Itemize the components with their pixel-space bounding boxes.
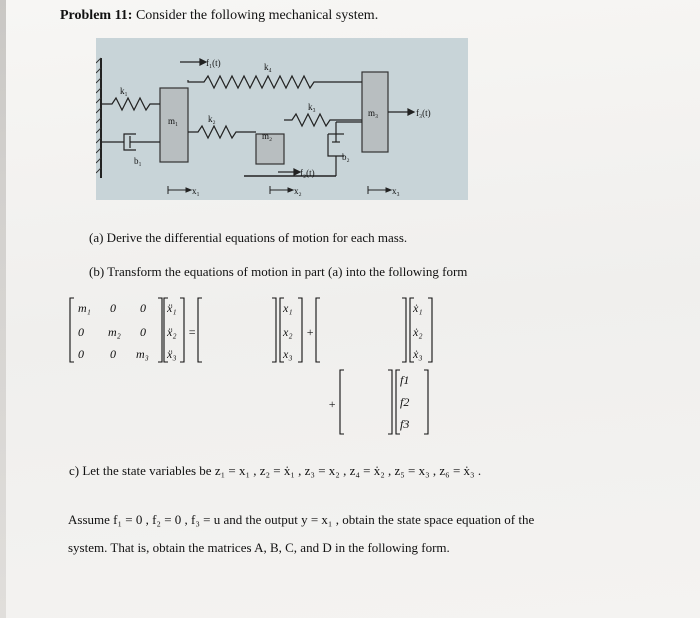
force-vector-cell: f2: [400, 395, 410, 409]
label-m3: m₃: [368, 108, 379, 118]
part-b-text: (b) Transform the equations of motion in part (a) into the following form: [89, 264, 468, 279]
accel-vector-cell: ẍ₃: [167, 347, 177, 361]
label-f1: f₁(t): [206, 58, 221, 68]
matrix-equation: [68, 296, 468, 442]
label-m1: m₁: [168, 116, 179, 126]
assume-text-line2: system. That is, obtain the matrices A, B, C, and D in the following form.: [68, 540, 450, 555]
part-c-text: c) Let the state variables be z₁ = x₁ , z₂ = ẋ₁ , z₃ = x₂ , z₄ = ẋ₂ , z₅ = x₃ , z₆ = ẋ₃ .: [69, 463, 482, 478]
force-vector-cell: f3: [400, 417, 410, 431]
mass-matrix-cell: 0: [110, 347, 116, 361]
part-a-text: (a) Derive the differential equations of motion for each mass.: [89, 230, 408, 245]
label-x1: x₁: [192, 186, 200, 196]
problem-statement: Consider the following mechanical system.: [135, 8, 379, 23]
label-m2: m₂: [262, 131, 273, 141]
mass-matrix-cell: 0: [140, 301, 146, 315]
disp-vector-cell: x₂: [283, 325, 293, 339]
label-k1: k₁: [120, 86, 128, 96]
label-k2: k₂: [208, 114, 216, 124]
mass-matrix-cell: m₂: [108, 325, 121, 339]
label-x2: x₂: [294, 186, 302, 196]
plus-sign: +: [328, 397, 337, 411]
label-b2: b₂: [342, 152, 350, 162]
plus-sign: +: [306, 325, 315, 339]
accel-vector-cell: ẍ₂: [167, 325, 177, 339]
equals-sign: =: [188, 325, 197, 339]
label-k4: k₄: [264, 62, 272, 72]
mass-matrix-cell: 0: [110, 301, 116, 315]
disp-vector-cell: x₁: [283, 301, 293, 315]
mass-matrix-cell: 0: [78, 325, 84, 339]
assume-text-line1: Assume f₁ = 0 , f₂ = 0 , f₃ = u and the output y = x₁ , obtain the state space equation of the: [68, 512, 535, 527]
accel-vector-cell: ẍ₁: [167, 301, 177, 315]
mechanical-system-diagram: [96, 38, 468, 200]
problem-label: Problem 11:: [60, 8, 133, 23]
mass-matrix-cell: 0: [140, 325, 146, 339]
label-k3: k₃: [308, 102, 316, 112]
matrix-brackets: [70, 298, 432, 434]
vel-vector-cell: ẋ₃: [413, 347, 423, 361]
vel-vector-cell: ẋ₂: [413, 325, 423, 339]
mass-matrix-cell: m₃: [136, 347, 149, 361]
label-x3: x₃: [392, 186, 400, 196]
mass-matrix-cell: m₁: [78, 301, 91, 315]
problem-heading: [60, 8, 378, 24]
disp-vector-cell: x₃: [283, 347, 293, 361]
label-f3: f₃(t): [416, 108, 431, 118]
force-vector-cell: f1: [400, 373, 410, 387]
label-f2: f₂(t): [300, 168, 315, 178]
vel-vector-cell: ẋ₁: [413, 301, 423, 315]
mass-matrix-cell: 0: [78, 347, 84, 361]
label-b1: b₁: [134, 156, 142, 166]
